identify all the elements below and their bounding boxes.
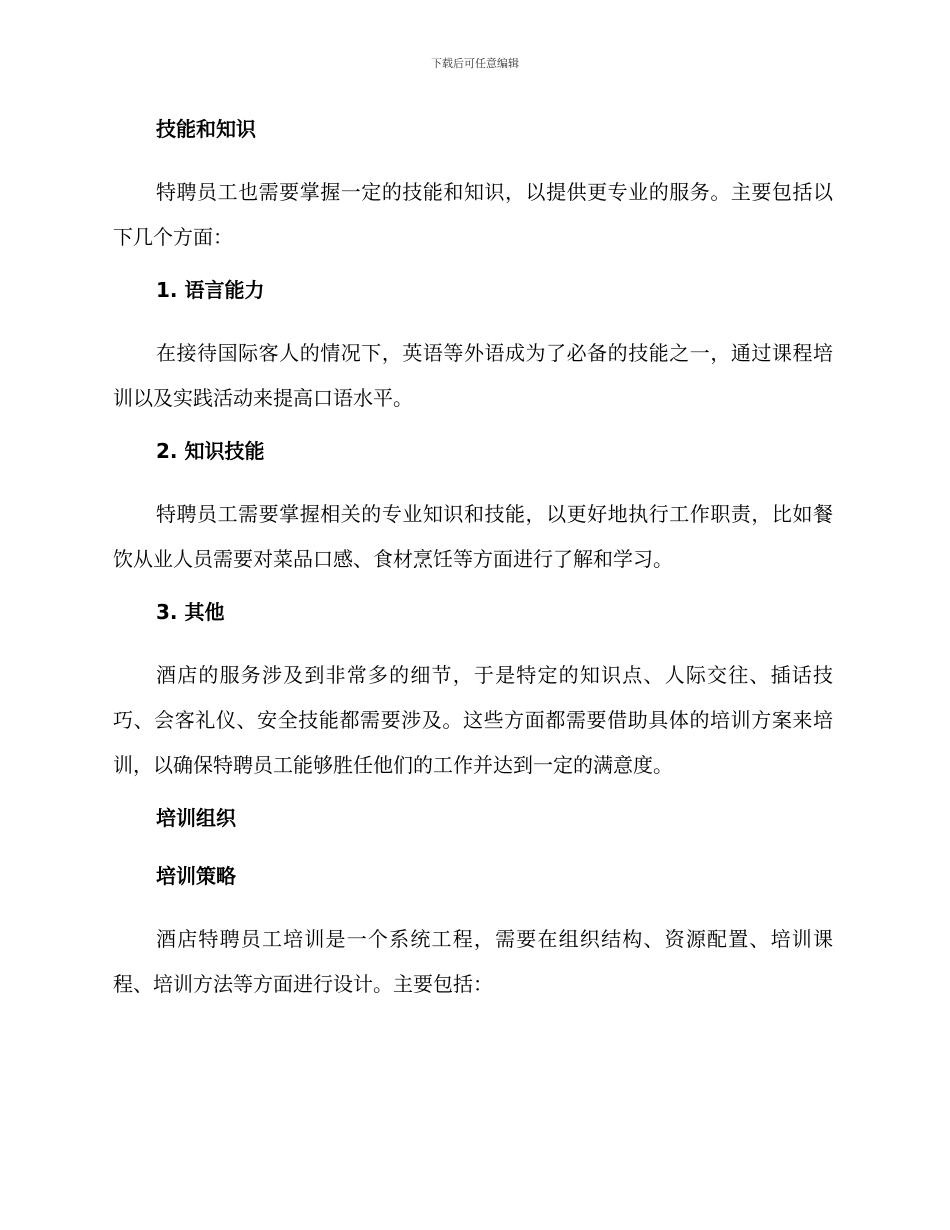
paragraph-other: 酒店的服务涉及到非常多的细节，于是特定的知识点、人际交往、插话技巧、会客礼仪、安全技能都需要涉及。这些方面都需要借助具体的培训方案来培训，以确保特聘员工能够胜任他们的工作并达到一定的满意度。 <box>113 663 833 777</box>
section-heading-knowledge-skills: 2. 知识技能 <box>156 439 265 463</box>
document-body <box>113 112 833 1020</box>
section-heading-training-strategy: 培训策略 <box>156 864 236 888</box>
section-heading-language: 1. 语言能力 <box>156 278 265 302</box>
paragraph-skills-intro: 特聘员工也需要掌握一定的技能和知识，以提供更专业的服务。主要包括以下几个方面： <box>113 180 833 249</box>
paragraph-knowledge-skills: 特聘员工需要掌握相关的专业知识和技能，以更好地执行工作职责，比如餐饮从业人员需要对菜品口感、食材烹饪等方面进行了解和学习。 <box>113 502 833 571</box>
paragraph-training-strategy: 酒店特聘员工培训是一个系统工程，需要在组织结构、资源配置、培训课程、培训方法等方面进行设计。主要包括： <box>113 927 833 996</box>
section-heading-skills-knowledge: 技能和知识 <box>156 117 256 141</box>
paragraph-language: 在接待国际客人的情况下，英语等外语成为了必备的技能之一，通过课程培训以及实践活动来提高口语水平。 <box>113 341 833 410</box>
section-heading-other: 3. 其他 <box>156 600 225 624</box>
header-note: 下载后可任意编辑 <box>431 57 519 70</box>
section-heading-training-organization: 培训组织 <box>156 806 236 830</box>
